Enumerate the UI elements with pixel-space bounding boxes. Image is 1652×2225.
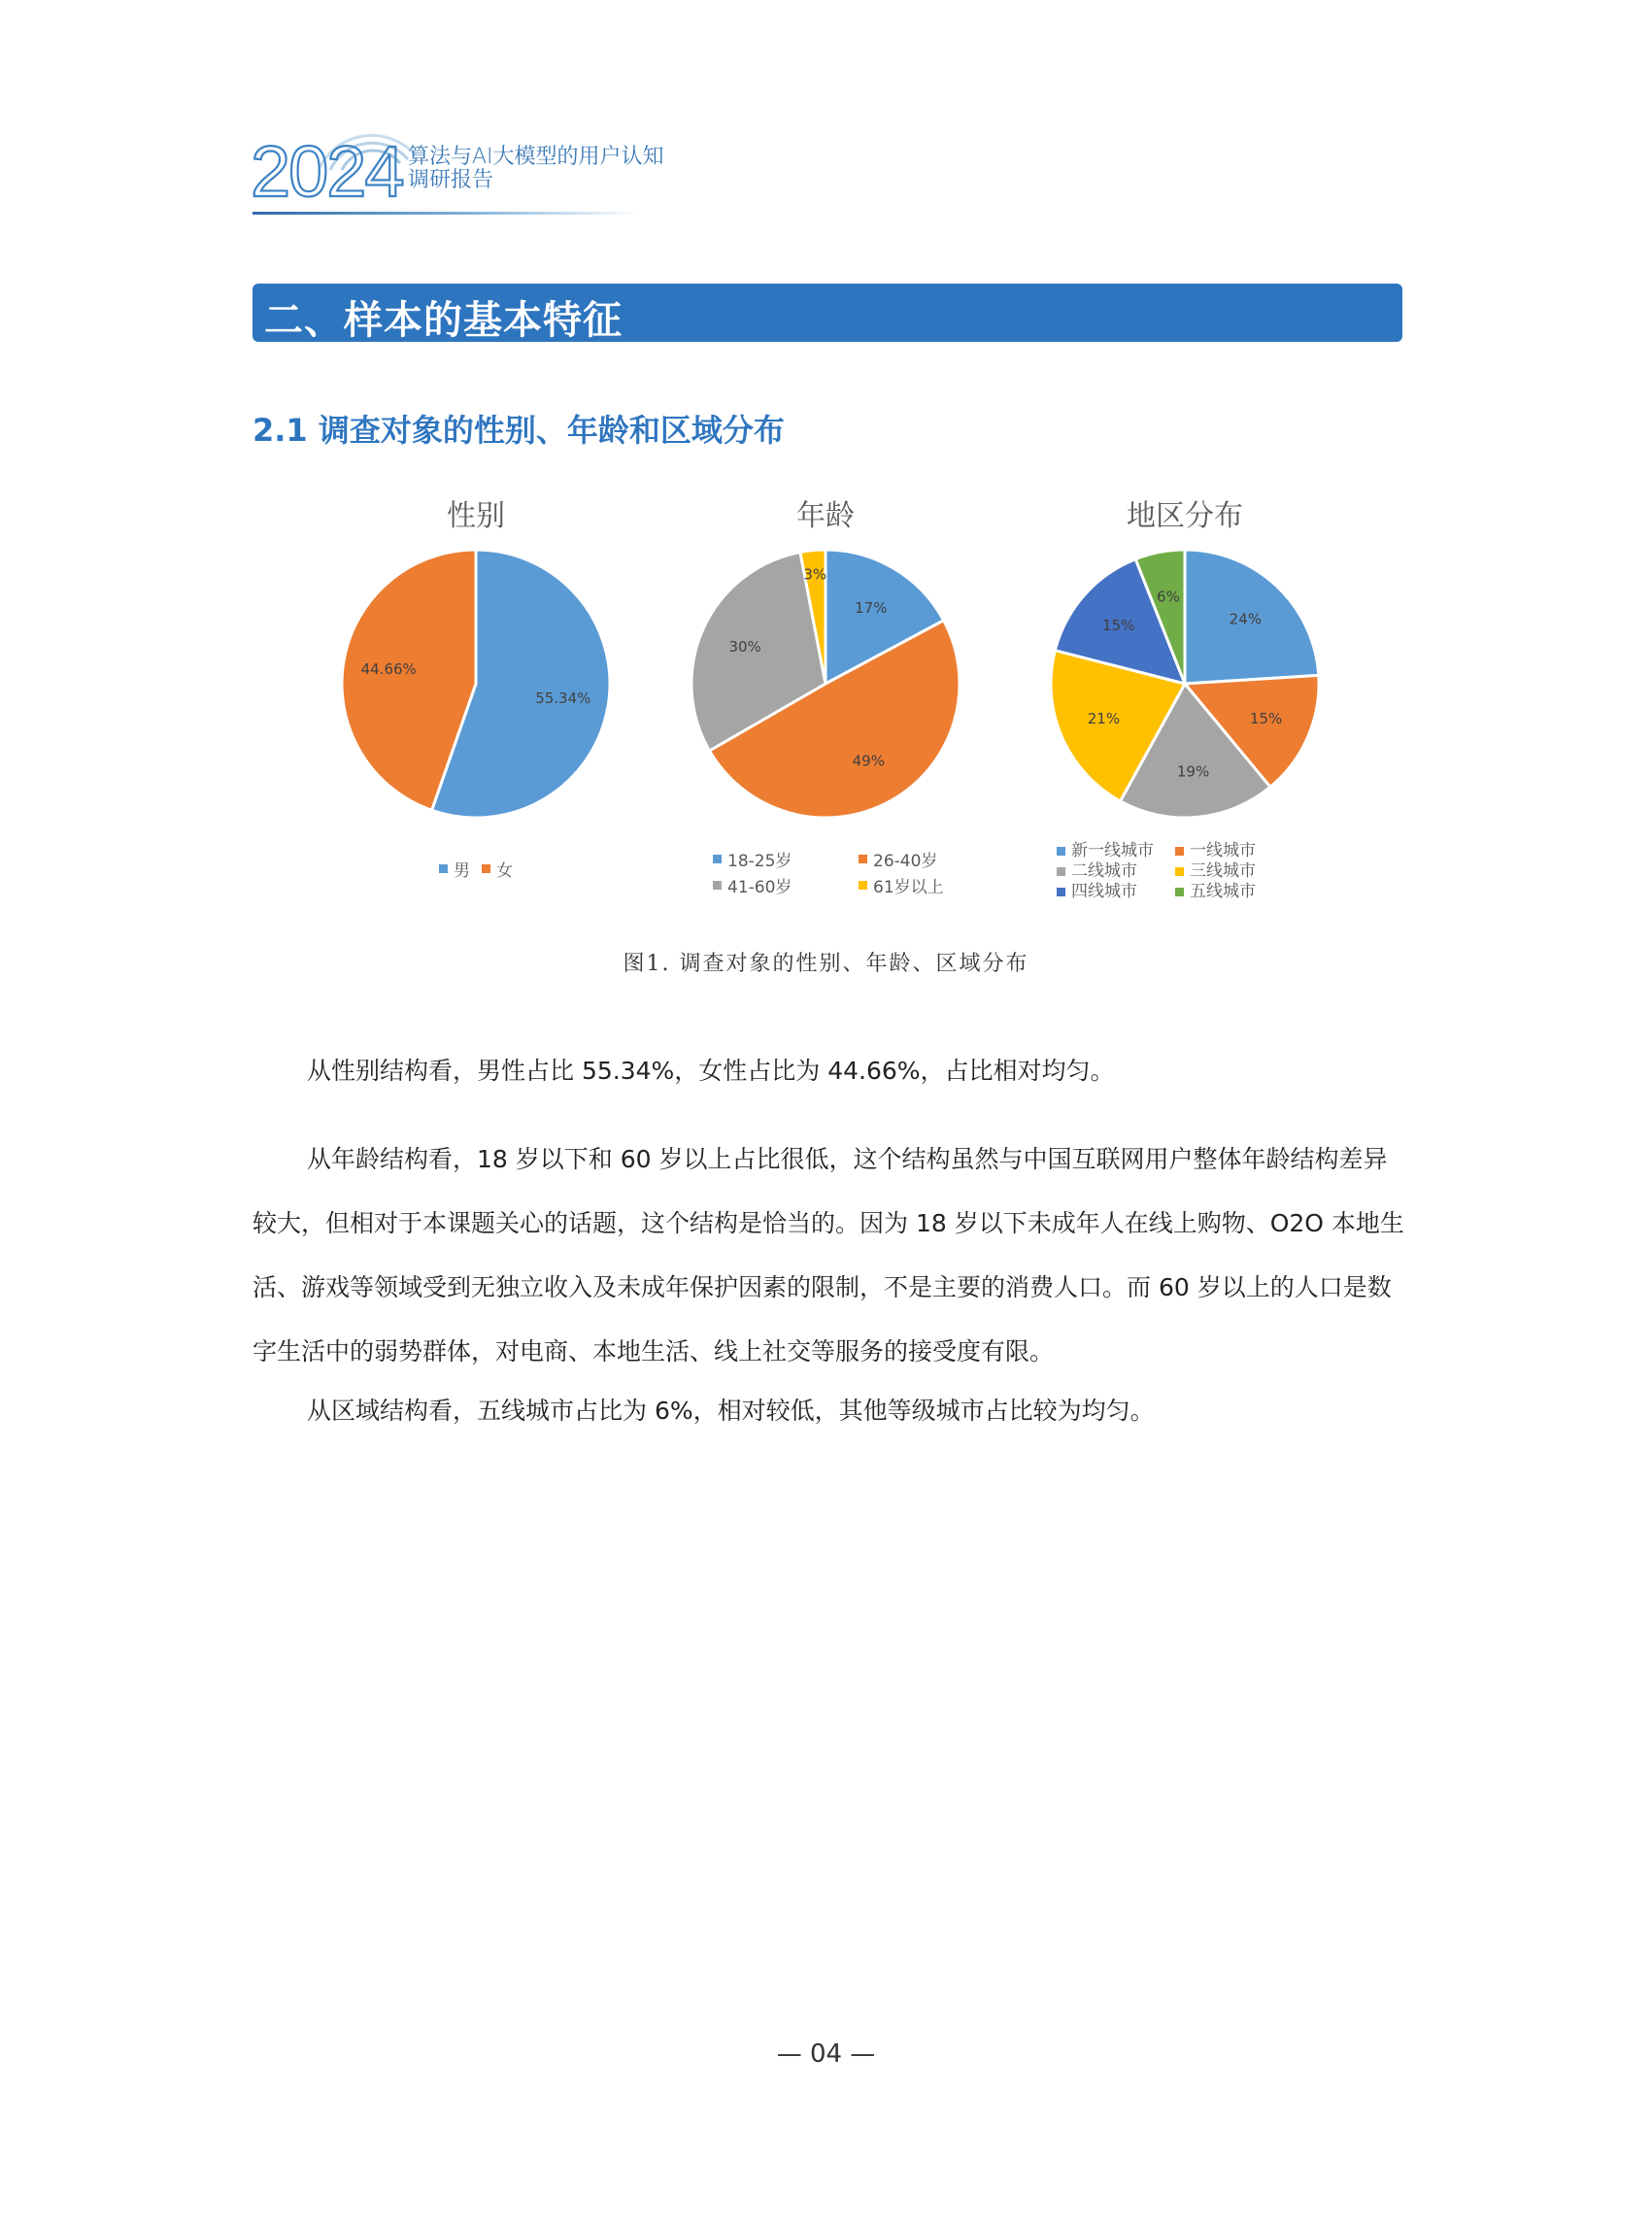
legend-swatch-icon [859,855,867,863]
legend-item [859,847,1004,871]
legend-item [1057,861,1175,882]
legend-swatch-icon [1175,888,1184,896]
legend-label: 26-40岁 [873,852,938,871]
slice-label: 15% [1249,710,1283,728]
section-title: 二、样本的基本特征 [264,298,623,343]
legend-swatch-icon [713,881,722,890]
slice-label: 21% [1087,710,1121,728]
legend-item [1175,882,1294,902]
slice-label: 44.66% [360,659,417,678]
paragraph-gender [253,1039,1408,1103]
slice-label: 24% [1229,610,1263,628]
legend-item [1175,841,1294,861]
legend-label: 一线城市 [1190,841,1256,860]
paragraph-region [253,1379,1408,1443]
chart-title: 地区分布 [1127,499,1243,533]
legend-swatch-icon [439,864,448,873]
slice-label: 55.34% [535,690,591,708]
paragraph-text: 从性别结构看，男性占比 55.34%，女性占比为 44.66%，占比相对均匀。 [307,1057,1115,1085]
report-title-line1: 算法与AI大模型的用户认知 [408,145,664,169]
legend-swatch-icon [1175,867,1184,876]
legend-swatch-icon [713,855,722,863]
legend-swatch-icon [1057,888,1065,896]
legend-label: 三线城市 [1190,861,1256,881]
legend-label: 41-60岁 [727,878,792,897]
legend-label: 五线城市 [1190,882,1256,901]
figure-caption: 图1. 调查对象的性别、年龄、区域分布 [623,952,1029,976]
pie-plot [1039,538,1331,829]
header-rule [253,212,641,215]
legend-label: 男 [454,861,470,881]
legend-swatch-icon [1057,847,1065,856]
legend-item [713,847,859,871]
age-pie-chart [670,495,981,897]
report-logo [251,117,678,214]
legend-swatch-icon [1057,867,1065,876]
chart-legend [670,847,981,897]
page-number: — 04 — [776,2040,876,2069]
legend-swatch-icon [1175,847,1184,856]
gender-pie-chart [320,495,631,881]
slice-label: 15% [1102,616,1135,634]
paragraph-text: 从区域结构看，五线城市占比为 6%，相对较低，其他等级城市占比较为均匀。 [307,1397,1155,1425]
legend-label: 四线城市 [1071,882,1137,901]
slice-label: 49% [852,752,885,770]
section-banner [253,284,1402,342]
subsection-heading: 2.1 调查对象的性别、年龄和区域分布 [253,412,785,449]
legend-item [439,857,470,881]
legend-item [1057,841,1175,861]
legend-item [713,873,859,897]
legend-item [1057,882,1175,902]
legend-label: 61岁以上 [873,878,944,897]
legend-item [482,857,513,881]
legend-swatch-icon [859,881,867,890]
chart-title: 年龄 [796,499,855,533]
paragraph-age [253,1128,1408,1384]
chart-legend [1029,841,1340,902]
report-title-line2: 调研报告 [408,168,494,192]
paragraph-text: 从年龄结构看，18 岁以下和 60 岁以上占比很低，这个结构虽然与中国互联网用户整体年龄结构差异较大，但相对于本课题关心的话题，这个结构是恰当的。因为 18 岁以下未成年人在线上购物、O2O 本地生活、游戏等领域受到无独立收入及未成年保护因素的限制，不是主要的消费人口。而 60 岁以上的人口是数字生活中的弱势群体，对电商、本地生活、线上社交等服务的接受度有限。 [253,1145,1404,1365]
legend-label: 女 [496,861,513,881]
pie-plot [680,538,971,829]
slice-label: 3% [803,565,827,584]
chart-title: 性别 [447,499,505,533]
legend-item [1175,861,1294,882]
slice-label: 30% [728,638,761,657]
slice-label: 19% [1176,762,1210,781]
legend-label: 新一线城市 [1071,841,1154,860]
report-title [408,146,664,192]
region-pie-chart [1029,495,1340,902]
report-year: 2024 [251,131,403,212]
legend-label: 二线城市 [1071,861,1137,881]
legend-swatch-icon [482,864,490,873]
legend-label: 18-25岁 [727,852,792,871]
legend-item [859,873,1004,897]
pie-plot [330,538,622,829]
slice-label: 17% [855,598,888,617]
chart-legend [320,857,631,881]
slice-label: 6% [1157,588,1180,606]
